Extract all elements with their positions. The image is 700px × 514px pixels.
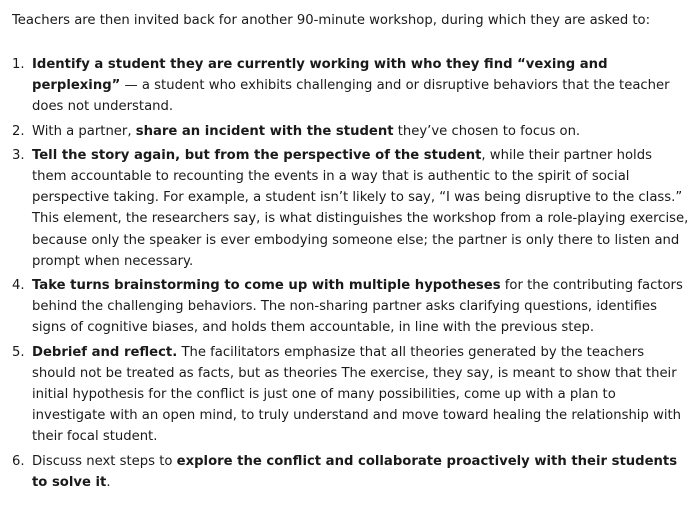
list-item [0, 451, 690, 493]
step-bold-text: Debrief and reflect. [32, 344, 178, 360]
step-bold-text: explore the conflict and collaborate proactively with their students to solve it [32, 453, 678, 490]
step-text-after: they’ve chosen to focus on. [393, 123, 581, 139]
step-text-before: Discuss next steps to [32, 453, 177, 469]
list-number: 2. [12, 123, 25, 139]
list-number: 3. [12, 147, 25, 163]
step-text-after: for the contributing factors behind the challenging behaviors. The non-sharing partner asks clarifying questions, identifies signs of cognitive biases, and holds them accountable, in line with the previous step. [32, 278, 683, 336]
workshop-steps-list [0, 54, 690, 496]
step-bold-text: share an incident with the student [135, 123, 394, 139]
step-bold-text: Take turns brainstorming to come up with multiple hypotheses [32, 278, 501, 294]
list-item [0, 121, 690, 142]
list-item [0, 342, 690, 448]
step-text-before: With a partner, [32, 123, 136, 139]
list-item [0, 275, 690, 339]
step-bold-text: Identify a student they are currently working with who they find “vexing and perplexing” [32, 57, 608, 94]
list-number: 6. [12, 453, 25, 469]
list-number: 5. [12, 344, 25, 360]
list-item [0, 145, 690, 272]
step-text-after: , while their partner holds them accountable to recounting the events in a way that is authentic to the spirit of social perspective taking. For example, a student isn’t likely to say, “I was being disruptive to the class.” This element, the researchers say, is what distinguishes the workshop from a role-playing exercise, because only the speaker is ever embodying someone else; the partner is only there to listen and prompt when necessary. [32, 147, 689, 269]
step-text-after: The facilitators emphasize that all theories generated by the teachers should not be treated as facts, but as theories The exercise, they say, is meant to show that their initial hypothesis for the conflict is just one of many possibilities, come up with a plan to investigate with an open mind, to truly understand and move toward healing the relationship with their focal student. [32, 344, 682, 445]
intro-paragraph: Teachers are then invited back for another 90-minute workshop, during which they are asked to: [12, 13, 651, 28]
list-number: 4. [12, 278, 25, 294]
step-bold-text: Tell the story again, but from the perspective of the student [32, 147, 482, 163]
list-number: 1. [12, 57, 25, 72]
step-text-after: — a student who exhibits challenging and or disruptive behaviors that the teacher does not understand. [32, 78, 670, 115]
list-item [0, 54, 690, 118]
step-text-after: . [106, 474, 111, 490]
